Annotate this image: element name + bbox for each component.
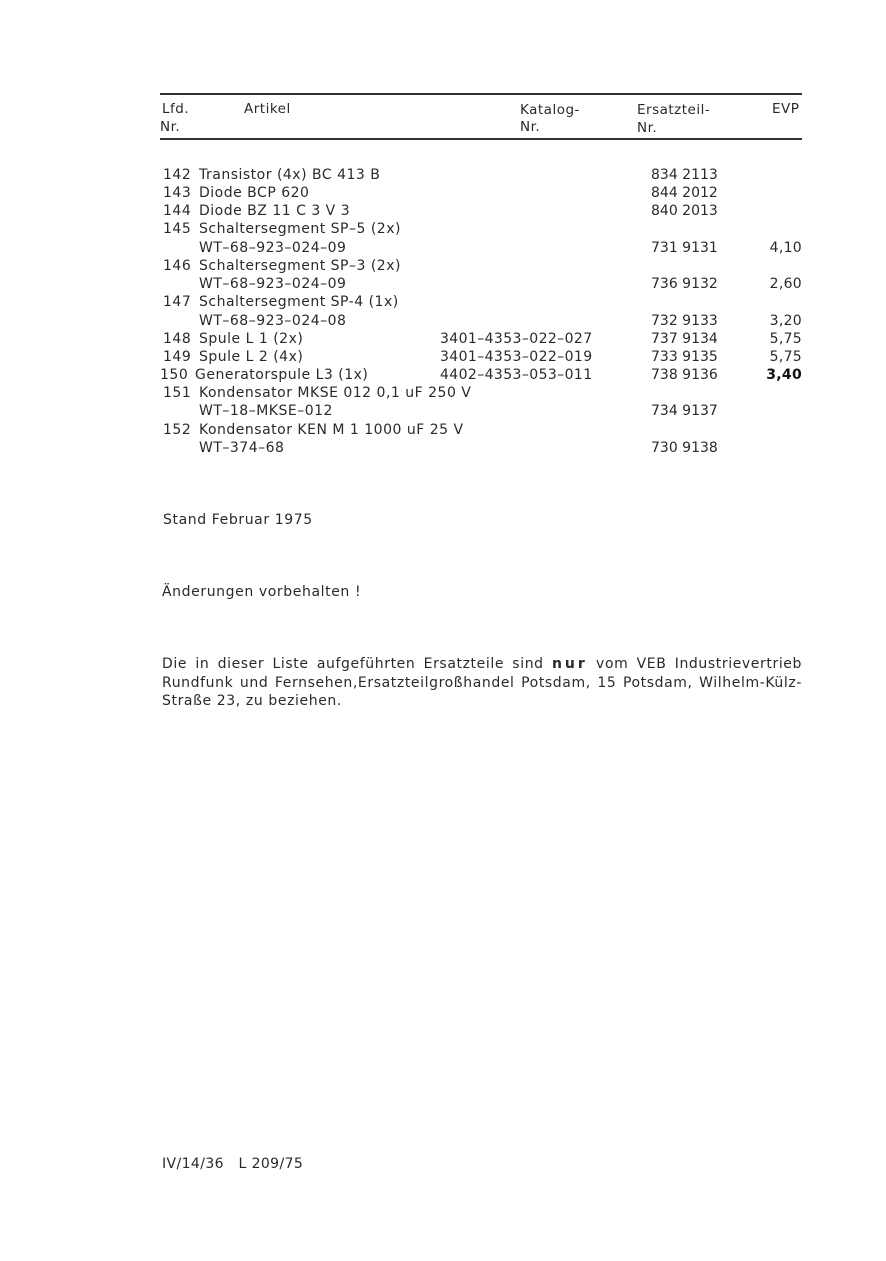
cell-artikel: Schaltersegment SP–5 (2x) <box>199 221 401 237</box>
cell-lfd: 147 <box>163 294 192 310</box>
cell-artikel: Diode BCP 620 <box>199 185 310 201</box>
header-lfd-line1: Lfd. <box>162 101 190 117</box>
table-row <box>0 185 886 203</box>
supply-notice-emphasis: nur <box>551 656 588 672</box>
cell-ersatzteil: 730 9138 <box>651 440 718 456</box>
aenderungen-note: Änderungen vorbehalten ! <box>162 584 362 600</box>
cell-evp: 2,60 <box>769 276 802 292</box>
table-row <box>0 403 886 421</box>
cell-artikel: Kondensator MKSE 012 0,1 uF 250 V <box>199 385 472 401</box>
cell-lfd: 146 <box>163 258 192 274</box>
table-row <box>0 203 886 221</box>
supply-notice-before: Die in dieser Liste aufgeführten Ersatzteile sind <box>162 656 552 672</box>
table-row <box>0 385 886 403</box>
cell-ersatzteil: 738 9136 <box>651 367 718 383</box>
cell-katalog: 4402–4353–053–011 <box>440 367 593 383</box>
table-row <box>0 221 886 239</box>
cell-ersatzteil: 734 9137 <box>651 403 718 419</box>
table-row <box>0 167 886 185</box>
table-row <box>0 240 886 258</box>
cell-artikel: Generatorspule L3 (1x) <box>195 367 369 383</box>
cell-katalog: 3401–4353–022–027 <box>440 331 593 347</box>
cell-artikel: Transistor (4x) BC 413 B <box>199 167 381 183</box>
cell-ersatzteil: 733 9135 <box>651 349 718 365</box>
cell-lfd: 149 <box>163 349 192 365</box>
cell-ersatzteil: 844 2012 <box>651 185 718 201</box>
cell-evp: 5,75 <box>769 349 802 365</box>
table-row <box>0 349 886 367</box>
cell-katalog: 3401–4353–022–019 <box>440 349 593 365</box>
cell-ersatzteil: 737 9134 <box>651 331 718 347</box>
cell-artikel: WT–374–68 <box>199 440 285 456</box>
table-row <box>0 331 886 349</box>
cell-ersatzteil: 834 2113 <box>651 167 718 183</box>
table-row <box>0 313 886 331</box>
supply-notice <box>162 655 802 711</box>
cell-artikel: WT–68–923–024–09 <box>199 240 347 256</box>
cell-artikel: Spule L 2 (4x) <box>199 349 304 365</box>
cell-artikel: WT–18–MKSE–012 <box>199 403 333 419</box>
header-katalog-line1: Katalog- <box>520 102 580 118</box>
cell-artikel: WT–68–923–024–09 <box>199 276 347 292</box>
stand-note: Stand Februar 1975 <box>163 512 313 528</box>
cell-evp: 5,75 <box>769 331 802 347</box>
cell-evp: 3,40 <box>766 367 802 383</box>
cell-artikel: Schaltersegment SP–3 (2x) <box>199 258 401 274</box>
cell-evp: 4,10 <box>769 240 802 256</box>
header-lfd-line2: Nr. <box>160 119 181 135</box>
cell-artikel: WT–68–923–024–08 <box>199 313 347 329</box>
header-evp: EVP <box>772 101 800 117</box>
cell-artikel: Schaltersegment SP-4 (1x) <box>199 294 399 310</box>
cell-lfd: 144 <box>163 203 192 219</box>
cell-artikel: Kondensator KEN M 1 1000 uF 25 V <box>199 422 464 438</box>
table-row <box>0 276 886 294</box>
cell-ersatzteil: 736 9132 <box>651 276 718 292</box>
header-ersatzteil-line2: Nr. <box>637 120 658 136</box>
cell-ersatzteil: 731 9131 <box>651 240 718 256</box>
table-row <box>0 258 886 276</box>
cell-lfd: 150 <box>160 367 189 383</box>
cell-lfd: 148 <box>163 331 192 347</box>
cell-lfd: 143 <box>163 185 192 201</box>
cell-lfd: 142 <box>163 167 192 183</box>
header-ersatzteil-line1: Ersatzteil- <box>637 102 711 118</box>
table-row <box>0 440 886 458</box>
table-row <box>0 294 886 312</box>
cell-lfd: 151 <box>163 385 192 401</box>
table-row <box>0 422 886 440</box>
header-top-rule <box>160 93 802 95</box>
cell-ersatzteil: 840 2013 <box>651 203 718 219</box>
cell-artikel: Diode BZ 11 C 3 V 3 <box>199 203 351 219</box>
table-row <box>0 367 886 385</box>
cell-lfd: 145 <box>163 221 192 237</box>
footer-code: IV/14/36 L 209/75 <box>162 1156 304 1172</box>
cell-ersatzteil: 732 9133 <box>651 313 718 329</box>
cell-artikel: Spule L 1 (2x) <box>199 331 304 347</box>
header-bottom-rule <box>160 138 802 140</box>
cell-lfd: 152 <box>163 422 192 438</box>
cell-evp: 3,20 <box>769 313 802 329</box>
supply-notice-after: vom VEB Industrievertrieb Rundfunk und Fernsehen,Ersatzteilgroßhandel Potsdam, 15 Potsdam, Wilhelm-Külz-Straße 23, zu beziehen. <box>162 656 803 709</box>
header-artikel: Artikel <box>244 101 291 117</box>
header-katalog-line2: Nr. <box>520 119 541 135</box>
